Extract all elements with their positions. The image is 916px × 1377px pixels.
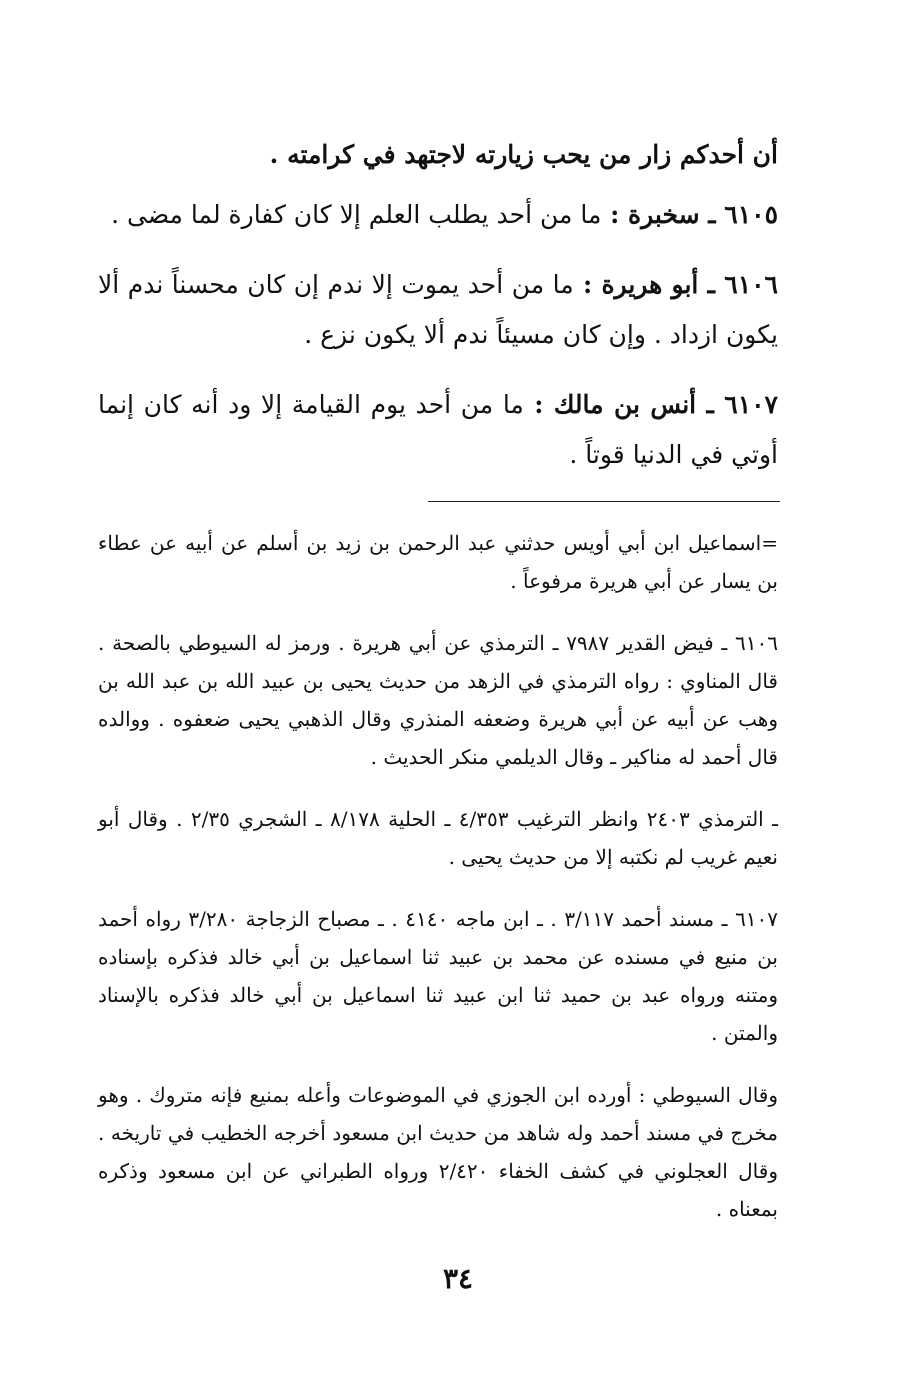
hadith-number: ٦١٠٦ ـ bbox=[707, 270, 778, 299]
hadith-6105 bbox=[98, 190, 778, 240]
footnote-divider bbox=[428, 501, 780, 502]
hadith-text: ما من أحد يوم القيامة إلا ود أنه كان إنما أوتي في الدنيا قوتاً . bbox=[98, 390, 778, 469]
hadith-number: ٦١٠٥ ـ bbox=[708, 200, 778, 229]
narrator-name: أبو هريرة : bbox=[582, 270, 699, 299]
hadith-text: ما من أحد يطلب العلم إلا كان كفارة لما مضى . bbox=[111, 200, 602, 229]
page-number: ٣٤ bbox=[442, 1262, 474, 1295]
footnote-6106-refs: ـ الترمذي ٢٤٠٣ وانظر الترغيب ٤/٣٥٣ ـ الحلية ٨/١٧٨ ـ الشجري ٢/٣٥ . وقال أبو نعيم غريب لم نكتبه إلا من حديث يحيى . bbox=[98, 807, 778, 869]
footnotes bbox=[98, 524, 778, 1228]
footnote-6106: ٦١٠٦ ـ فيض القدير ٧٩٨٧ ـ الترمذي عن أبي هريرة . ورمز له السيوطي بالصحة . قال المناوي : رواه الترمذي في الزهد من حديث يحيى بن عبيد الله بن عبد الله بن وهب عن أبيه عن أبي هريرة وضعفه المنذري وقال الذهبي يحيى ضعفوه . ووالده قال أحمد له مناكير ـ وقال الديلمي منكر الحديث . bbox=[98, 631, 778, 769]
hadith-6106 bbox=[98, 260, 778, 360]
narrator-name: سخبرة : bbox=[610, 200, 700, 229]
hadith-text: ما من أحد يموت إلا ندم إن كان محسناً ندم ألا يكون ازداد . وإن كان مسيئاً ندم ألا يكون نزع . bbox=[98, 270, 778, 349]
main-text bbox=[98, 130, 778, 480]
footnote-continuation: =اسماعيل ابن أبي أويس حدثني عبد الرحمن بن زيد بن أسلم عن أبيه عن عطاء بن يسار عن أبي هريرة مرفوعاً . bbox=[98, 531, 778, 593]
narrator-name: أنس بن مالك : bbox=[534, 390, 697, 419]
intro-line: أن أحدكم زار من يحب زيارته لاجتهد في كرامته . bbox=[269, 140, 778, 169]
footnote-6107: ٦١٠٧ ـ مسند أحمد ٣/١١٧ . ـ ابن ماجه ٤١٤٠ . ـ مصباح الزجاجة ٣/٢٨٠ رواه أحمد بن منيع في مسنده عن محمد بن عبيد ثنا اسماعيل بن أبي خالد فذكره بإسناده ومتنه ورواه عبد بن حميد ثنا ابن عبيد ثنا اسماعيل بن أبي خالد فذكره بالإسناد والمتن . bbox=[98, 907, 779, 1045]
hadith-6107 bbox=[98, 380, 778, 480]
hadith-number: ٦١٠٧ ـ bbox=[706, 390, 778, 419]
footnote-suyuti: وقال السيوطي : أورده ابن الجوزي في الموضوعات وأعله بمنيع فإنه متروك . وهو مخرج في مسند أحمد وله شاهد من حديث ابن مسعود أخرجه الخطيب في تاريخه . وقال العجلوني في كشف الخفاء ٢/٤٢٠ ورواه الطبراني عن ابن مسعود وذكره بمعناه . bbox=[98, 1083, 779, 1221]
